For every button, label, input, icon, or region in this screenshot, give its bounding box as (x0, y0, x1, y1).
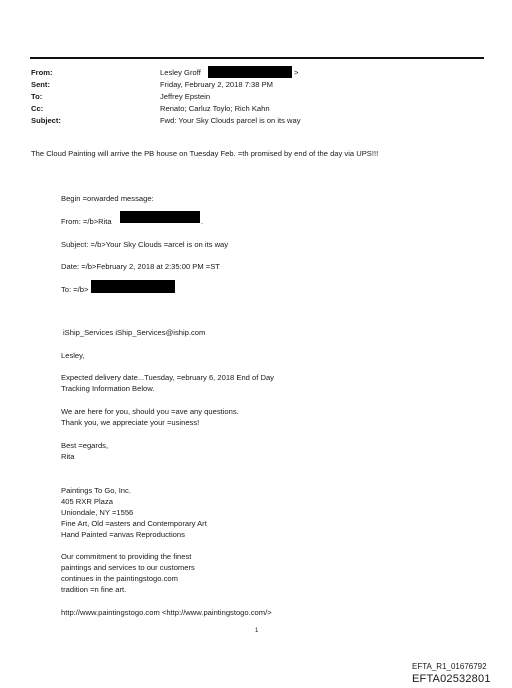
sent-value: Friday, February 2, 2018 7:38 PM (160, 80, 273, 89)
website-link[interactable]: http://www.paintingstogo.com <http://www.paintingstogo.com/> (61, 608, 272, 617)
delivery-line-2: Tracking Information Below. (61, 384, 155, 393)
from-suffix: > (294, 68, 299, 77)
company-line-2: 405 RXR Plaza (61, 497, 113, 506)
delivery-line-1: Expected delivery date...Tuesday, =ebruary 6, 2018 End of Day (61, 373, 274, 382)
signer: Rita (61, 452, 75, 461)
from-label: From: (31, 68, 53, 77)
commitment-line-2: paintings and services to our customers (61, 563, 195, 572)
redaction-block (120, 211, 200, 223)
page-number: 1 (255, 628, 259, 634)
commitment-line-3: continues in the paintingstogo.com (61, 574, 178, 583)
regards: Best =egards, (61, 441, 109, 450)
redaction-block (208, 66, 292, 78)
company-line-5: Hand Painted =anvas Reproductions (61, 530, 185, 539)
sender-line: iShip_Services iShip_Services@iship.com (63, 328, 206, 337)
forwarded-from: From: =/b>Rita (61, 217, 112, 226)
from-value: Lesley Groff (160, 68, 201, 77)
cc-label: Cc: (31, 104, 44, 113)
here-line-2: Thank you, we appreciate your =usiness! (61, 418, 200, 427)
footer-id-2: EFTA02532801 (412, 673, 491, 685)
forwarded-to: To: =/b> (61, 285, 89, 294)
forwarded-from-suffix: . (201, 217, 204, 226)
cc-value: Renato; Carluz Toylo; Rich Kahn (160, 104, 270, 113)
footer-id-1: EFTA_R1_01676792 (412, 662, 487, 671)
sent-label: Sent: (31, 80, 50, 89)
greeting: Lesley, (61, 351, 85, 360)
company-line-1: Paintings To Go, Inc. (61, 486, 131, 495)
to-label: To: (31, 92, 43, 101)
here-line-1: We are here for you, should you =ave any questions. (61, 407, 239, 416)
forwarded-begin: Begin =orwarded message: (61, 194, 154, 203)
forwarded-date: Date: =/b>February 2, 2018 at 2:35:00 PM =ST (61, 262, 220, 271)
forwarded-subject: Subject: =/b>Your Sky Clouds =arcel is on its way (61, 240, 229, 249)
to-value: Jeffrey Epstein (160, 92, 211, 101)
company-line-4: Fine Art, Old =asters and Contemporary Art (61, 519, 207, 528)
subject-label: Subject: (31, 116, 61, 125)
commitment-line-4: tradition =n fine art. (61, 585, 127, 594)
subject-value: Fwd: Your Sky Clouds parcel is on its way (160, 116, 301, 125)
intro-line: The Cloud Painting will arrive the PB house on Tuesday Feb. =th promised by end of the day via UPS!!! (31, 149, 379, 158)
header-rule (30, 57, 484, 59)
company-line-3: Uniondale, NY =1556 (61, 508, 134, 517)
redaction-block (91, 280, 175, 293)
commitment-line-1: Our commitment to providing the finest (61, 552, 192, 561)
